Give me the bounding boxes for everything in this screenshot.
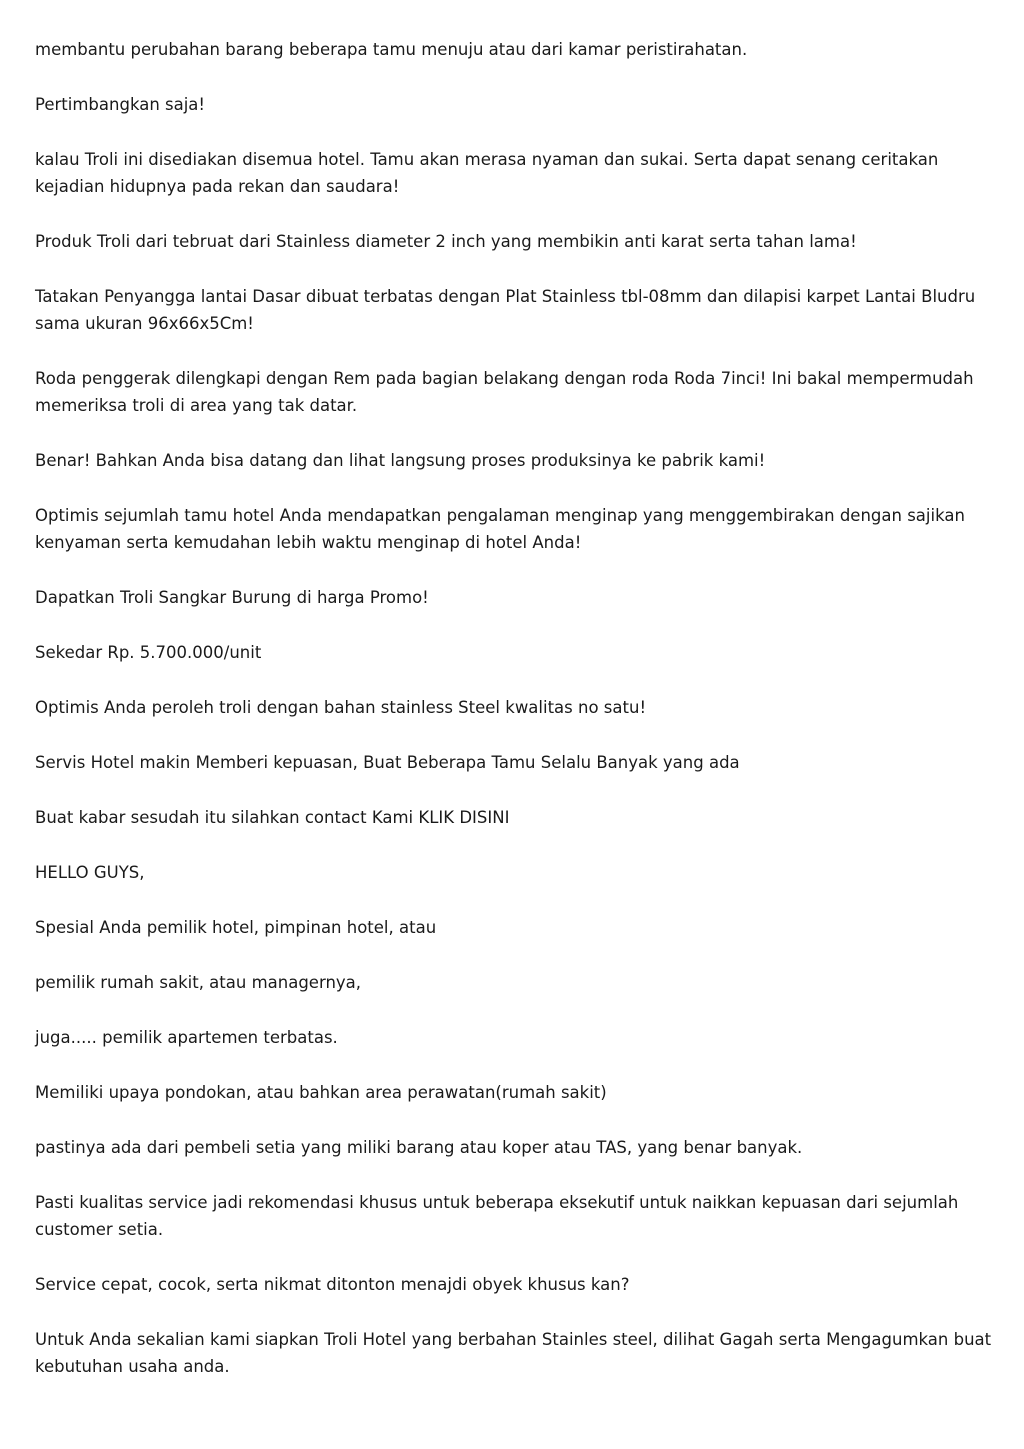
paragraph: Roda penggerak dilengkapi dengan Rem pada bagian belakang dengan roda Roda 7inci! Ini bakal mempermudah memeriksa troli di area yang tak datar. xyxy=(35,369,974,415)
paragraph: Dapatkan Troli Sangkar Burung di harga Promo! xyxy=(35,588,429,607)
paragraph: Service cepat, cocok, serta nikmat ditonton menajdi obyek khusus kan? xyxy=(35,1275,630,1294)
greeting-paragraph: HELLO GUYS, xyxy=(35,863,145,882)
paragraph: Memiliki upaya pondokan, atau bahkan area perawatan(rumah sakit) xyxy=(35,1083,607,1102)
contact-paragraph: Buat kabar sesudah itu silahkan contact Kami KLIK DISINI xyxy=(35,808,510,827)
price-paragraph: Sekedar Rp. 5.700.000/unit xyxy=(35,643,262,662)
paragraph: Untuk Anda sekalian kami siapkan Troli Hotel yang berbahan Stainles steel, dilihat Gagah serta Mengagumkan buat kebutuhan usaha anda. xyxy=(35,1330,992,1376)
paragraph: pastinya ada dari pembeli setia yang miliki barang atau koper atau TAS, yang benar banyak. xyxy=(35,1138,803,1157)
paragraph: membantu perubahan barang beberapa tamu menuju atau dari kamar peristirahatan. xyxy=(35,40,748,59)
paragraph: Tatakan Penyangga lantai Dasar dibuat terbatas dengan Plat Stainless tbl-08mm dan dilapisi karpet Lantai Bludru sama ukuran 96x66x5Cm! xyxy=(35,287,976,333)
paragraph: juga..... pemilik apartemen terbatas. xyxy=(35,1028,338,1047)
paragraph: kalau Troli ini disediakan disemua hotel. Tamu akan merasa nyaman dan sukai. Serta dapat senang ceritakan kejadian hidupnya pada rekan dan saudara! xyxy=(35,150,939,196)
paragraph: Produk Troli dari tebruat dari Stainless diameter 2 inch yang membikin anti karat serta tahan lama! xyxy=(35,232,857,251)
paragraph: Benar! Bahkan Anda bisa datang dan lihat langsung proses produksinya ke pabrik kami! xyxy=(35,451,766,470)
document-body xyxy=(35,36,995,1408)
paragraph: pemilik rumah sakit, atau managernya, xyxy=(35,973,362,992)
paragraph: Optimis sejumlah tamu hotel Anda mendapatkan pengalaman menginap yang menggembirakan dengan sajikan kenyaman serta kemudahan lebih waktu menginap di hotel Anda! xyxy=(35,506,965,552)
paragraph: Pasti kualitas service jadi rekomendasi khusus untuk beberapa eksekutif untuk naikkan kepuasan dari sejumlah customer setia. xyxy=(35,1193,959,1239)
paragraph: Spesial Anda pemilik hotel, pimpinan hotel, atau xyxy=(35,918,437,937)
paragraph: Optimis Anda peroleh troli dengan bahan stainless Steel kwalitas no satu! xyxy=(35,698,647,717)
paragraph: Pertimbangkan saja! xyxy=(35,95,206,114)
paragraph: Servis Hotel makin Memberi kepuasan, Buat Beberapa Tamu Selalu Banyak yang ada xyxy=(35,753,740,772)
